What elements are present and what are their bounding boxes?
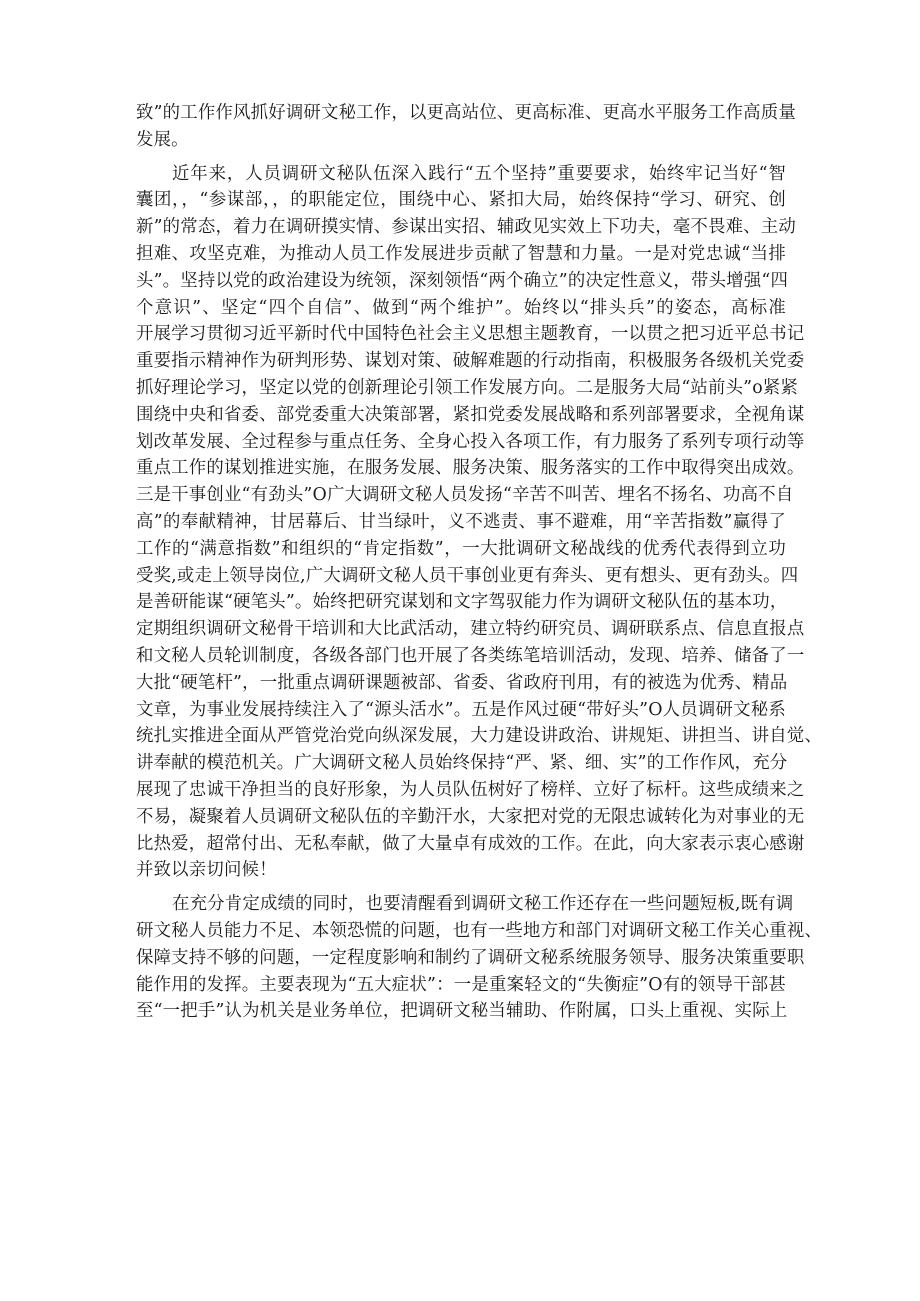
text-line: 至“一把手”认为机关是业务单位，把调研文秘当辅助、作附属，口头上重视、实际上 bbox=[136, 1001, 788, 1022]
text-line: 重点工作的谋划推进实施，在服务发展、服务决策、服务落实的工作中取得突出成效。 bbox=[136, 458, 805, 479]
text-line: 近年来，人员调研文秘队伍深入践行“五个坚持”重要要求，始终牢记当好“智 bbox=[172, 163, 786, 184]
text-line: 头”。坚持以党的政治建设为统领，深刻领悟“两个确立”的决定性意义，带头增强“四 bbox=[136, 270, 789, 291]
text-line: 不易，凝聚着人员调研文秘队伍的辛勤汗水，大家把对党的无限忠诚转化为对事业的无 bbox=[136, 806, 805, 827]
text-line: 大批“硬笔杆”，一批重点调研课题被部、省委、省政府刊用，有的被选为优秀、精品 bbox=[136, 672, 788, 693]
text-line: 发展。 bbox=[136, 129, 189, 150]
text-line: 是善研能谋“硬笔头”。始终把研究谋划和文字驾驭能力作为调研文秘队伍的基本功， bbox=[136, 592, 788, 613]
text-line: 在充分肯定成绩的同时，也要清醒看到调研文秘工作还存在一些问题短板,既有调 bbox=[172, 894, 794, 915]
text-line: 并致以亲切问候！ bbox=[136, 860, 277, 881]
text-line: 展现了忠诚干净担当的良好形象，为人员队伍树好了榜样、立好了标杆。这些成绩来之 bbox=[136, 779, 805, 800]
text-line: 文章，为事业发展持续注入了“源头活水”。五是作风过硬“带好头”O人员调研文秘系 bbox=[136, 699, 786, 720]
text-line: 三是干事创业“有劲头”O广大调研文秘人员发扬“辛苦不叫苦、埋名不扬名、功高不自 bbox=[136, 485, 794, 506]
text-line: 担难、攻坚克难，为推动人员工作发展进步贡献了智慧和力量。一是对党忠诚“当排 bbox=[136, 243, 786, 264]
text-line: 高”的奉献精神，甘居幕后、甘当绿叶，义不逃责、事不避难，用“辛苦指数”赢得了 bbox=[136, 511, 786, 532]
text-line: 定期组织调研文秘骨干培训和大比武活动，建立特约研究员、调研联系点、信息直报点 bbox=[136, 619, 805, 640]
text-line: 囊团，，“参谋部，，的职能定位，围绕中心、紧扣大局，始终保持“学习、研究、创 bbox=[136, 190, 786, 211]
text-line: 开展学习贯彻习近平新时代中国特色社会主义思想主题教育，一以贯之把习近平总书记 bbox=[136, 324, 805, 345]
text-line: 致”的工作作风抓好调研文秘工作，以更高站位、更高标准、更高水平服务工作高质量 bbox=[136, 103, 796, 123]
text-line: 研文秘人员能力不足、本领恐慌的问题，也有一些地方和部门对调研文秘工作关心重视、 bbox=[136, 920, 823, 941]
text-line: 能作用的发挥。主要表现为“五大症状”：一是重案轻文的“失衡症”O有的领导干部甚 bbox=[136, 974, 786, 995]
body-text bbox=[136, 100, 823, 1025]
text-line: 工作的“满意指数”和组织的“肯定指数”，一大批调研文秘战线的优秀代表得到立功 bbox=[136, 538, 786, 559]
text-line: 划改革发展、全过程参与重点任务、全身心投入各项工作，有力服务了系列专项行动等 bbox=[136, 431, 805, 452]
text-line: 保障支持不够的问题，一定程度影响和制约了调研文秘系统服务领导、服务决策重要职 bbox=[136, 947, 805, 968]
text-line: 比热爱，超常付出、无私奉献，做了大量卓有成效的工作。在此，向大家表示衷心感谢 bbox=[136, 833, 805, 854]
text-line: 围绕中央和省委、部党委重大决策部署，紧扣党委发展战略和系列部署要求，全视角谋 bbox=[136, 404, 805, 425]
paragraph-1 bbox=[136, 100, 796, 154]
paragraph-2 bbox=[136, 161, 823, 885]
text-line: 统扎实推进全面从严管党治党向纵深发展，大力建设讲政治、讲规矩、讲担当、讲自觉、 bbox=[136, 726, 823, 747]
text-line: 抓好理论学习，坚定以党的创新理论引领工作发展方向。二是服务大局“站前头”o紧紧 bbox=[136, 377, 799, 398]
text-line: 新”的常态，着力在调研摸实情、参谋出实招、辅政见实效上下功夫，毫不畏难、主动 bbox=[136, 217, 796, 238]
text-line: 受奖,或走上领导岗位,广大调研文秘人员干事创业更有奔头、更有想头、更有劲头。四 bbox=[136, 565, 799, 586]
text-line: 个意识”、坚定“四个自信”、做到“两个维护”。始终以“排头兵”的姿态，高标准 bbox=[136, 297, 786, 318]
paragraph-3 bbox=[136, 891, 823, 1025]
text-line: 重要指示精神作为研判形势、谋划对策、破解难题的行动指南，积极服务各级机关党委 bbox=[136, 351, 805, 372]
text-line: 和文秘人员轮训制度，各级各部门也开展了各类练笔培训活动，发现、培养、储备了一 bbox=[136, 645, 805, 666]
text-line: 讲奉献的模范机关。广大调研文秘人员始终保持“严、紧、细、实”的工作作风，充分 bbox=[136, 753, 788, 774]
